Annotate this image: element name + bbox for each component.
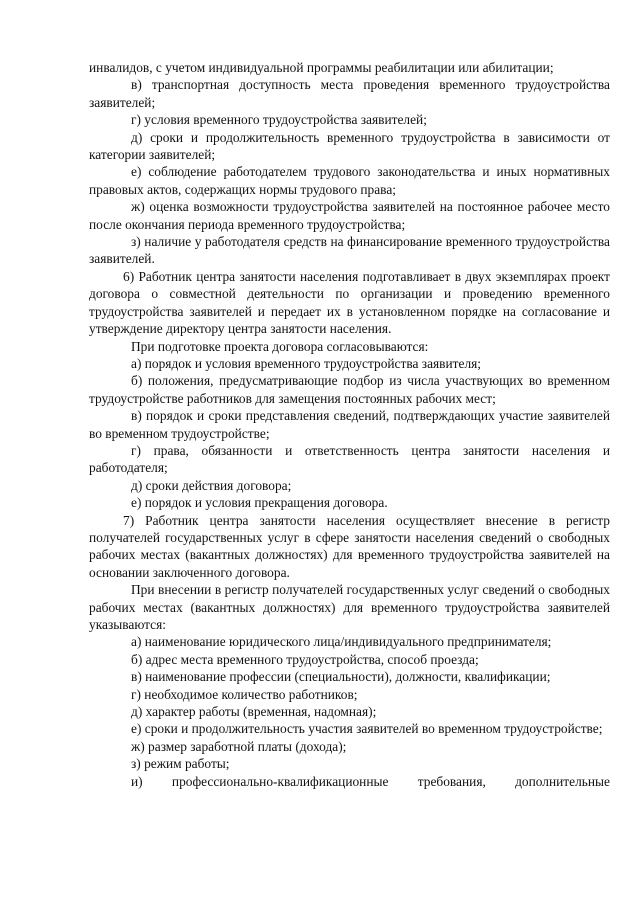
paragraph: в) транспортная доступность места проведения временного трудоустройства заявителей; <box>89 77 610 110</box>
paragraph: е) сроки и продолжительность участия заявителей во временном трудоустройстве; <box>131 721 603 737</box>
paragraph: б) адрес места временного трудоустройства, способ проезда; <box>131 651 479 667</box>
paragraph: инвалидов, с учетом индивидуальной программы реабилитации или абилитации; <box>89 60 554 75</box>
paragraph: г) необходимое количество работников; <box>131 686 358 702</box>
paragraph: в) порядок и сроки представления сведений, подтверждающих участие заявителей во временном трудоустройстве; <box>89 408 610 441</box>
paragraph: При подготовке проекта договора согласовываются: <box>131 338 429 354</box>
paragraph: г) права, обязанности и ответственность центра занятости населения и работодателя; <box>89 442 610 476</box>
paragraph: д) характер работы (временная, надомная); <box>131 704 377 720</box>
paragraph: д) сроки действия договора; <box>131 477 292 493</box>
paragraph: а) наименование юридического лица/индивидуального предпринимателя; <box>131 634 552 650</box>
paragraph: з) режим работы; <box>131 756 230 772</box>
document-page <box>89 59 610 790</box>
paragraph: и) профессионально-квалификационные требования, дополнительные <box>131 773 610 789</box>
paragraph: При внесении в регистр получателей государственных услуг сведений о свободных рабочих местах (вакантных должностях) для временного трудоустройства заявителей указываются: <box>89 582 610 632</box>
paragraph: д) сроки и продолжительность временного трудоустройства в зависимости от категории заявителей; <box>89 129 610 163</box>
paragraph: ж) оценка возможности трудоустройства заявителей на постоянное рабочее место после окончания периода временного трудоустройства; <box>89 199 610 232</box>
paragraph: е) порядок и условия прекращения договора. <box>131 495 388 511</box>
paragraph: в) наименование профессии (специальности), должности, квалификации; <box>131 669 551 685</box>
paragraph: ж) размер заработной платы (дохода); <box>131 738 347 754</box>
paragraph: 7) Работник центра занятости населения осуществляет внесение в регистр получателей государственных услуг в сфере занятости населения сведений о свободных рабочих местах (вакантных должностях) для временного трудоустройства заявителей на основании заключенного договора. <box>89 512 610 580</box>
paragraph: е) соблюдение работодателем трудового законодательства и иных нормативных правовых актов, содержащих нормы трудового права; <box>89 164 610 197</box>
paragraph: 6) Работник центра занятости населения подготавливает в двух экземплярах проект договора о совместной деятельности по организации и проведению временного трудоустройства заявителей и передает их в установленном порядке на согласование и утверждение директору центра занятости населения. <box>89 268 610 337</box>
paragraph: б) положения, предусматривающие подбор из числа участвующих во временном трудоустройстве работников для замещения постоянных рабочих мест; <box>89 373 610 406</box>
paragraph: а) порядок и условия временного трудоустройства заявителя; <box>131 355 482 371</box>
paragraph: з) наличие у работодателя средств на финансирование временного трудоустройства заявителей. <box>89 234 610 267</box>
paragraph: г) условия временного трудоустройства заявителей; <box>131 112 427 128</box>
